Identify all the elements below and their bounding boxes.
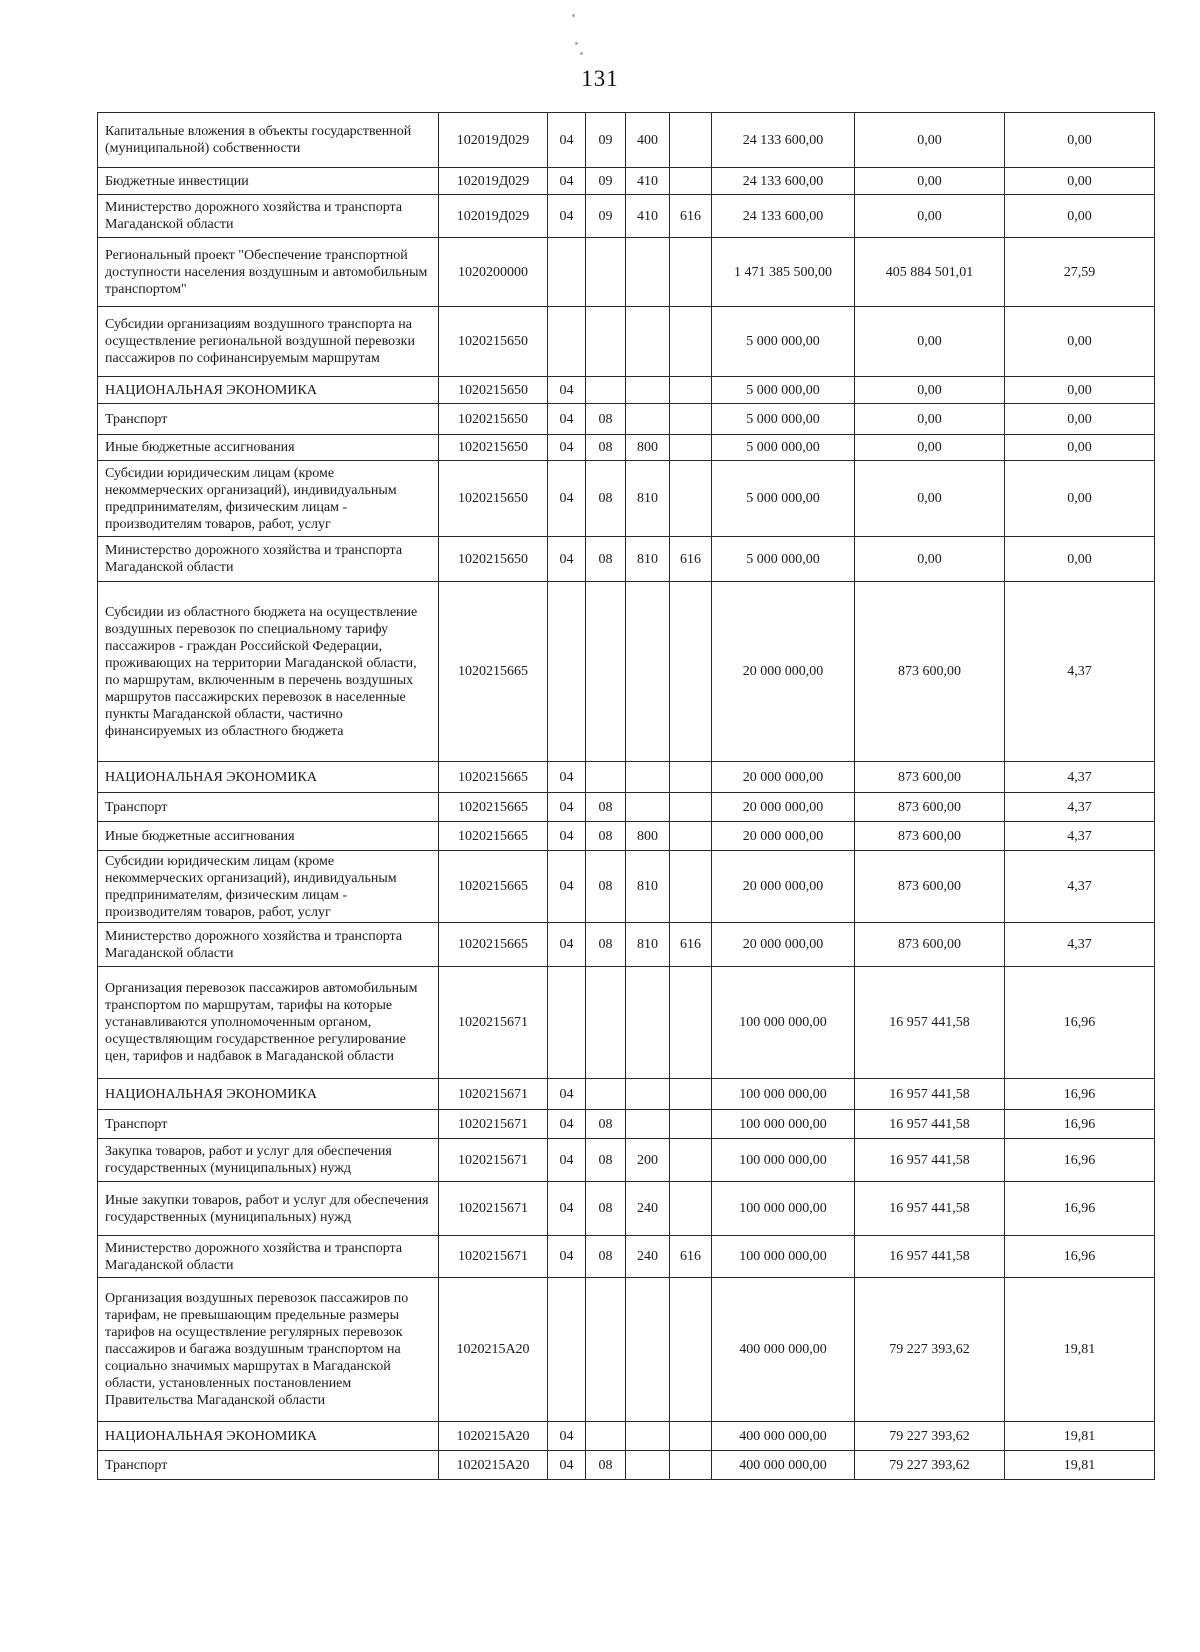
table-row xyxy=(98,1139,1155,1182)
target-article-code: 1020215665 xyxy=(439,822,548,851)
section-code: 04 xyxy=(548,793,586,822)
table-row xyxy=(98,1182,1155,1236)
scan-speck xyxy=(575,42,578,45)
administrator-code: 616 xyxy=(670,923,712,967)
expense-type-code xyxy=(626,793,670,822)
administrator-code xyxy=(670,1110,712,1139)
execution-percent: 19,81 xyxy=(1005,1422,1155,1451)
section-code: 04 xyxy=(548,851,586,923)
subsection-code xyxy=(586,1079,626,1110)
executed-amount: 0,00 xyxy=(855,435,1005,461)
table-row xyxy=(98,822,1155,851)
section-code: 04 xyxy=(548,404,586,435)
target-article-code: 1020215671 xyxy=(439,1236,548,1278)
expense-type-code xyxy=(626,1278,670,1422)
budget-item-name: Капитальные вложения в объекты государственной (муниципальной) собственности xyxy=(98,113,439,168)
budget-item-name: НАЦИОНАЛЬНАЯ ЭКОНОМИКА xyxy=(98,377,439,404)
budget-item-name: Иные бюджетные ассигнования xyxy=(98,822,439,851)
expense-type-code xyxy=(626,1422,670,1451)
section-code xyxy=(548,582,586,762)
table-row xyxy=(98,537,1155,582)
budget-item-name: Закупка товаров, работ и услуг для обеспечения государственных (муниципальных) нужд xyxy=(98,1139,439,1182)
target-article-code: 1020215665 xyxy=(439,762,548,793)
planned-amount: 100 000 000,00 xyxy=(712,1110,855,1139)
subsection-code xyxy=(586,1422,626,1451)
expense-type-code: 810 xyxy=(626,851,670,923)
executed-amount: 16 957 441,58 xyxy=(855,1139,1005,1182)
execution-percent: 16,96 xyxy=(1005,967,1155,1079)
section-code: 04 xyxy=(548,1182,586,1236)
subsection-code: 08 xyxy=(586,851,626,923)
executed-amount: 79 227 393,62 xyxy=(855,1451,1005,1480)
planned-amount: 400 000 000,00 xyxy=(712,1422,855,1451)
subsection-code: 09 xyxy=(586,168,626,195)
section-code: 04 xyxy=(548,435,586,461)
subsection-code: 08 xyxy=(586,822,626,851)
execution-percent: 4,37 xyxy=(1005,851,1155,923)
executed-amount: 873 600,00 xyxy=(855,793,1005,822)
target-article-code: 1020215650 xyxy=(439,435,548,461)
budget-item-name: Субсидии из областного бюджета на осуществление воздушных перевозок по специальному тарифу пассажиров - граждан Российской Федерации, проживающих на территории Магаданской области, по маршрутам, включенным в перечень воздушных маршрутов пассажирских перевозок в населенные пункты Магаданской области, частично финансируемых из областного бюджета xyxy=(98,582,439,762)
planned-amount: 20 000 000,00 xyxy=(712,822,855,851)
planned-amount: 5 000 000,00 xyxy=(712,435,855,461)
expense-type-code: 200 xyxy=(626,1139,670,1182)
subsection-code: 08 xyxy=(586,793,626,822)
table-row xyxy=(98,195,1155,238)
section-code: 04 xyxy=(548,195,586,238)
subsection-code xyxy=(586,582,626,762)
target-article-code: 1020215671 xyxy=(439,1110,548,1139)
section-code: 04 xyxy=(548,923,586,967)
target-article-code: 1020200000 xyxy=(439,238,548,307)
subsection-code: 08 xyxy=(586,1236,626,1278)
page-number: 131 xyxy=(581,66,619,91)
table-row xyxy=(98,1422,1155,1451)
budget-item-name: Иные закупки товаров, работ и услуг для обеспечения государственных (муниципальных) нужд xyxy=(98,1182,439,1236)
expense-type-code xyxy=(626,967,670,1079)
target-article-code: 102019Д029 xyxy=(439,195,548,238)
execution-percent: 0,00 xyxy=(1005,307,1155,377)
expense-type-code: 810 xyxy=(626,461,670,537)
expense-type-code xyxy=(626,762,670,793)
target-article-code: 1020215671 xyxy=(439,1139,548,1182)
section-code: 04 xyxy=(548,822,586,851)
expense-type-code: 810 xyxy=(626,537,670,582)
executed-amount: 873 600,00 xyxy=(855,851,1005,923)
execution-percent: 4,37 xyxy=(1005,762,1155,793)
target-article-code: 1020215665 xyxy=(439,582,548,762)
expense-type-code xyxy=(626,238,670,307)
executed-amount: 0,00 xyxy=(855,195,1005,238)
subsection-code: 08 xyxy=(586,537,626,582)
target-article-code: 1020215671 xyxy=(439,1182,548,1236)
section-code xyxy=(548,238,586,307)
budget-item-name: Бюджетные инвестиции xyxy=(98,168,439,195)
section-code: 04 xyxy=(548,1236,586,1278)
budget-item-name: НАЦИОНАЛЬНАЯ ЭКОНОМИКА xyxy=(98,762,439,793)
budget-item-name: Региональный проект "Обеспечение транспортной доступности населения воздушным и автомобильным транспортом" xyxy=(98,238,439,307)
execution-percent: 0,00 xyxy=(1005,537,1155,582)
section-code: 04 xyxy=(548,1079,586,1110)
administrator-code xyxy=(670,582,712,762)
administrator-code xyxy=(670,793,712,822)
administrator-code xyxy=(670,1139,712,1182)
section-code: 04 xyxy=(548,461,586,537)
table-row xyxy=(98,113,1155,168)
planned-amount: 5 000 000,00 xyxy=(712,307,855,377)
execution-percent: 0,00 xyxy=(1005,377,1155,404)
subsection-code xyxy=(586,1278,626,1422)
section-code: 04 xyxy=(548,113,586,168)
executed-amount: 873 600,00 xyxy=(855,762,1005,793)
section-code xyxy=(548,1278,586,1422)
budget-execution-table xyxy=(97,112,1155,1480)
budget-item-name: Министерство дорожного хозяйства и транспорта Магаданской области xyxy=(98,195,439,238)
target-article-code: 1020215665 xyxy=(439,923,548,967)
execution-percent: 0,00 xyxy=(1005,168,1155,195)
expense-type-code xyxy=(626,377,670,404)
budget-item-name: НАЦИОНАЛЬНАЯ ЭКОНОМИКА xyxy=(98,1079,439,1110)
expense-type-code: 410 xyxy=(626,168,670,195)
administrator-code xyxy=(670,822,712,851)
planned-amount: 5 000 000,00 xyxy=(712,461,855,537)
target-article-code: 1020215650 xyxy=(439,404,548,435)
executed-amount: 16 957 441,58 xyxy=(855,1079,1005,1110)
subsection-code: 08 xyxy=(586,435,626,461)
execution-percent: 0,00 xyxy=(1005,461,1155,537)
execution-percent: 0,00 xyxy=(1005,113,1155,168)
target-article-code: 1020215671 xyxy=(439,1079,548,1110)
administrator-code xyxy=(670,404,712,435)
planned-amount: 100 000 000,00 xyxy=(712,1182,855,1236)
target-article-code: 1020215А20 xyxy=(439,1451,548,1480)
administrator-code xyxy=(670,461,712,537)
expense-type-code xyxy=(626,1110,670,1139)
table-row xyxy=(98,582,1155,762)
expense-type-code: 810 xyxy=(626,923,670,967)
planned-amount: 24 133 600,00 xyxy=(712,195,855,238)
budget-item-name: Организация перевозок пассажиров автомобильным транспортом по маршрутам, тарифы на которые устанавливаются уполномоченным органом, осуществляющим государственное регулирование цен, тарифов и надбавок в Магаданской области xyxy=(98,967,439,1079)
subsection-code: 08 xyxy=(586,1182,626,1236)
budget-item-name: Транспорт xyxy=(98,1451,439,1480)
administrator-code xyxy=(670,1422,712,1451)
section-code: 04 xyxy=(548,1110,586,1139)
table-row xyxy=(98,1110,1155,1139)
executed-amount: 79 227 393,62 xyxy=(855,1422,1005,1451)
administrator-code xyxy=(670,762,712,793)
budget-item-name: Субсидии юридическим лицам (кроме некоммерческих организаций), индивидуальным предпринимателям, физическим лицам - производителям товаров, работ, услуг xyxy=(98,851,439,923)
budget-item-name: Субсидии организациям воздушного транспорта на осуществление региональной воздушной перевозки пассажиров по софинансируемым маршрутам xyxy=(98,307,439,377)
target-article-code: 1020215А20 xyxy=(439,1422,548,1451)
target-article-code: 102019Д029 xyxy=(439,168,548,195)
execution-percent: 4,37 xyxy=(1005,582,1155,762)
executed-amount: 16 957 441,58 xyxy=(855,1110,1005,1139)
table-row xyxy=(98,851,1155,923)
target-article-code: 1020215650 xyxy=(439,461,548,537)
expense-type-code: 410 xyxy=(626,195,670,238)
administrator-code xyxy=(670,1278,712,1422)
planned-amount: 100 000 000,00 xyxy=(712,1139,855,1182)
execution-percent: 19,81 xyxy=(1005,1278,1155,1422)
executed-amount: 16 957 441,58 xyxy=(855,967,1005,1079)
budget-item-name: Субсидии юридическим лицам (кроме некоммерческих организаций), индивидуальным предпринимателям, физическим лицам - производителям товаров, работ, услуг xyxy=(98,461,439,537)
execution-percent: 16,96 xyxy=(1005,1236,1155,1278)
budget-item-name: Транспорт xyxy=(98,1110,439,1139)
executed-amount: 79 227 393,62 xyxy=(855,1278,1005,1422)
planned-amount: 1 471 385 500,00 xyxy=(712,238,855,307)
budget-item-name: Министерство дорожного хозяйства и транспорта Магаданской области xyxy=(98,1236,439,1278)
table-row xyxy=(98,435,1155,461)
executed-amount: 873 600,00 xyxy=(855,923,1005,967)
table-row xyxy=(98,1278,1155,1422)
executed-amount: 16 957 441,58 xyxy=(855,1236,1005,1278)
planned-amount: 24 133 600,00 xyxy=(712,113,855,168)
administrator-code xyxy=(670,377,712,404)
budget-item-name: Транспорт xyxy=(98,793,439,822)
table-row xyxy=(98,762,1155,793)
table-row xyxy=(98,1079,1155,1110)
table-row xyxy=(98,168,1155,195)
expense-type-code xyxy=(626,582,670,762)
execution-percent: 0,00 xyxy=(1005,195,1155,238)
budget-item-name: Министерство дорожного хозяйства и транспорта Магаданской области xyxy=(98,923,439,967)
planned-amount: 5 000 000,00 xyxy=(712,377,855,404)
expense-type-code: 800 xyxy=(626,435,670,461)
execution-percent: 16,96 xyxy=(1005,1110,1155,1139)
administrator-code xyxy=(670,168,712,195)
administrator-code xyxy=(670,238,712,307)
execution-percent: 19,81 xyxy=(1005,1451,1155,1480)
executed-amount: 0,00 xyxy=(855,307,1005,377)
execution-percent: 27,59 xyxy=(1005,238,1155,307)
expense-type-code: 800 xyxy=(626,822,670,851)
execution-percent: 4,37 xyxy=(1005,822,1155,851)
subsection-code: 08 xyxy=(586,1451,626,1480)
expense-type-code: 240 xyxy=(626,1182,670,1236)
executed-amount: 0,00 xyxy=(855,113,1005,168)
section-code: 04 xyxy=(548,537,586,582)
executed-amount: 405 884 501,01 xyxy=(855,238,1005,307)
administrator-code: 616 xyxy=(670,195,712,238)
expense-type-code xyxy=(626,404,670,435)
section-code: 04 xyxy=(548,762,586,793)
subsection-code: 08 xyxy=(586,461,626,537)
table-row xyxy=(98,1236,1155,1278)
subsection-code xyxy=(586,238,626,307)
planned-amount: 20 000 000,00 xyxy=(712,851,855,923)
executed-amount: 0,00 xyxy=(855,404,1005,435)
table-row xyxy=(98,793,1155,822)
section-code xyxy=(548,967,586,1079)
table-body xyxy=(98,113,1155,1480)
executed-amount: 0,00 xyxy=(855,461,1005,537)
executed-amount: 16 957 441,58 xyxy=(855,1182,1005,1236)
expense-type-code xyxy=(626,307,670,377)
table-row xyxy=(98,461,1155,537)
subsection-code: 08 xyxy=(586,1139,626,1182)
planned-amount: 100 000 000,00 xyxy=(712,967,855,1079)
target-article-code: 1020215650 xyxy=(439,377,548,404)
execution-percent: 4,37 xyxy=(1005,923,1155,967)
execution-percent: 0,00 xyxy=(1005,435,1155,461)
administrator-code xyxy=(670,967,712,1079)
table-row xyxy=(98,238,1155,307)
administrator-code xyxy=(670,307,712,377)
planned-amount: 5 000 000,00 xyxy=(712,537,855,582)
section-code: 04 xyxy=(548,168,586,195)
target-article-code: 102019Д029 xyxy=(439,113,548,168)
subsection-code: 09 xyxy=(586,113,626,168)
administrator-code xyxy=(670,851,712,923)
execution-percent: 16,96 xyxy=(1005,1182,1155,1236)
target-article-code: 1020215665 xyxy=(439,793,548,822)
administrator-code xyxy=(670,1451,712,1480)
planned-amount: 5 000 000,00 xyxy=(712,404,855,435)
table-row xyxy=(98,967,1155,1079)
administrator-code xyxy=(670,435,712,461)
executed-amount: 873 600,00 xyxy=(855,822,1005,851)
target-article-code: 1020215650 xyxy=(439,307,548,377)
table-row xyxy=(98,1451,1155,1480)
execution-percent: 0,00 xyxy=(1005,404,1155,435)
execution-percent: 16,96 xyxy=(1005,1079,1155,1110)
subsection-code xyxy=(586,377,626,404)
executed-amount: 0,00 xyxy=(855,377,1005,404)
section-code xyxy=(548,307,586,377)
expense-type-code xyxy=(626,1079,670,1110)
subsection-code xyxy=(586,967,626,1079)
planned-amount: 100 000 000,00 xyxy=(712,1236,855,1278)
expense-type-code: 240 xyxy=(626,1236,670,1278)
table-row xyxy=(98,923,1155,967)
planned-amount: 400 000 000,00 xyxy=(712,1451,855,1480)
budget-item-name: Министерство дорожного хозяйства и транспорта Магаданской области xyxy=(98,537,439,582)
budget-item-name: Иные бюджетные ассигнования xyxy=(98,435,439,461)
subsection-code xyxy=(586,762,626,793)
executed-amount: 0,00 xyxy=(855,168,1005,195)
administrator-code: 616 xyxy=(670,1236,712,1278)
scan-speck xyxy=(580,52,583,55)
scan-speck xyxy=(572,14,575,17)
expense-type-code xyxy=(626,1451,670,1480)
planned-amount: 20 000 000,00 xyxy=(712,582,855,762)
execution-percent: 4,37 xyxy=(1005,793,1155,822)
subsection-code: 08 xyxy=(586,404,626,435)
planned-amount: 400 000 000,00 xyxy=(712,1278,855,1422)
subsection-code xyxy=(586,307,626,377)
subsection-code: 08 xyxy=(586,1110,626,1139)
table-row xyxy=(98,377,1155,404)
administrator-code: 616 xyxy=(670,537,712,582)
executed-amount: 873 600,00 xyxy=(855,582,1005,762)
table-row xyxy=(98,404,1155,435)
administrator-code xyxy=(670,1182,712,1236)
administrator-code xyxy=(670,113,712,168)
budget-item-name: НАЦИОНАЛЬНАЯ ЭКОНОМИКА xyxy=(98,1422,439,1451)
budget-item-name: Транспорт xyxy=(98,404,439,435)
executed-amount: 0,00 xyxy=(855,537,1005,582)
administrator-code xyxy=(670,1079,712,1110)
execution-percent: 16,96 xyxy=(1005,1139,1155,1182)
target-article-code: 1020215665 xyxy=(439,851,548,923)
target-article-code: 1020215671 xyxy=(439,967,548,1079)
planned-amount: 24 133 600,00 xyxy=(712,168,855,195)
budget-item-name: Организация воздушных перевозок пассажиров по тарифам, не превышающим предельные размеры тарифов на осуществление регулярных перевозок пассажиров и багажа воздушным транспортом на социально значимых маршрутах в Магаданской области, установленных постановлением Правительства Магаданской области xyxy=(98,1278,439,1422)
table-row xyxy=(98,307,1155,377)
subsection-code: 08 xyxy=(586,923,626,967)
planned-amount: 20 000 000,00 xyxy=(712,762,855,793)
section-code: 04 xyxy=(548,1451,586,1480)
planned-amount: 20 000 000,00 xyxy=(712,793,855,822)
target-article-code: 1020215650 xyxy=(439,537,548,582)
expense-type-code: 400 xyxy=(626,113,670,168)
section-code: 04 xyxy=(548,377,586,404)
section-code: 04 xyxy=(548,1422,586,1451)
planned-amount: 20 000 000,00 xyxy=(712,923,855,967)
target-article-code: 1020215А20 xyxy=(439,1278,548,1422)
section-code: 04 xyxy=(548,1139,586,1182)
subsection-code: 09 xyxy=(586,195,626,238)
planned-amount: 100 000 000,00 xyxy=(712,1079,855,1110)
